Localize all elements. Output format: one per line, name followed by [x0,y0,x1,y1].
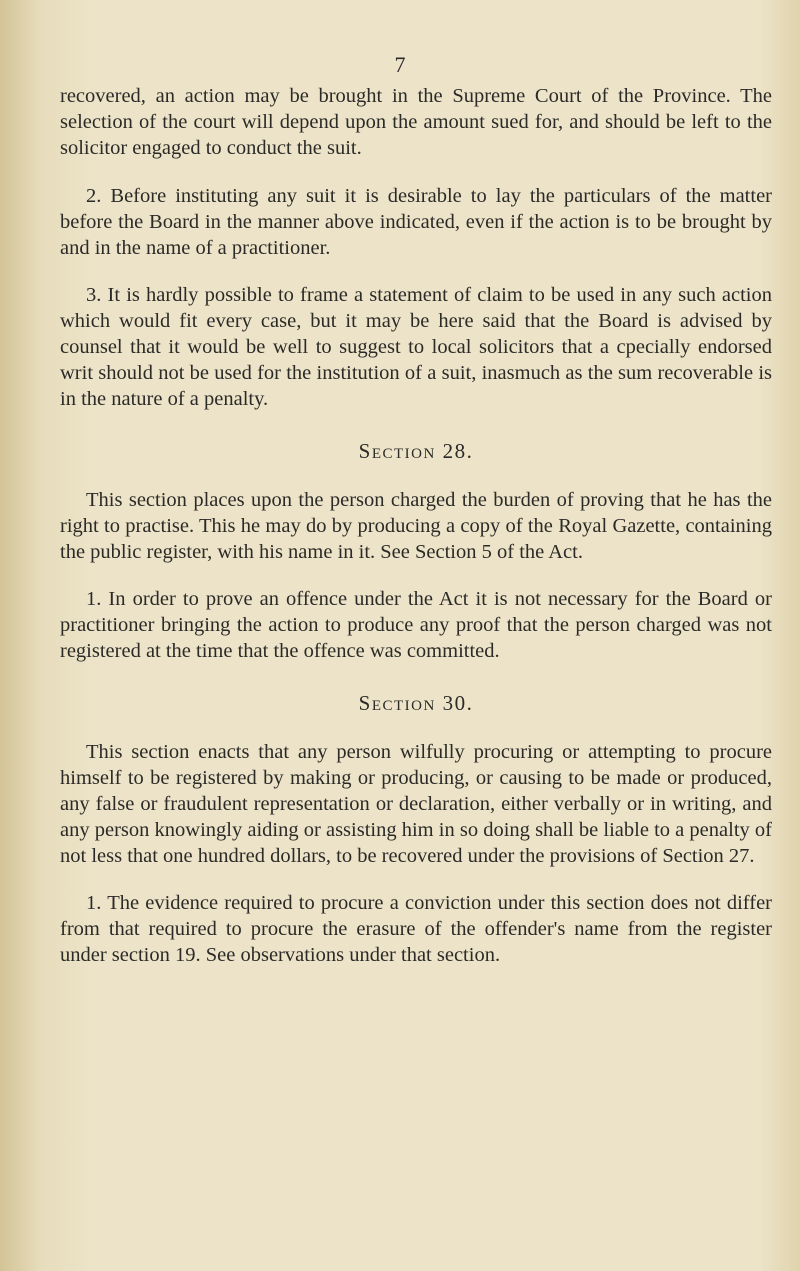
section-30-item-1: 1. The evidence required to procure a conviction under this section does not differ from that required to procure the erasure of the offender's name from the register under section 19. See observations under that section. [60,892,772,966]
page-number: 7 [394,52,406,77]
paragraph-item-3: 3. It is hardly possible to frame a statement of claim to be used in any such action which would fit every case, but it may be here said that the Board is advised by counsel that it would be well to suggest to local solicitors that a cpecially endorsed writ should not be used for the institution of a suit, inasmuch as the sum recoverable is in the nature of a penalty. [60,284,772,410]
paragraph-item-2: 2. Before instituting any suit it is desirable to lay the particulars of the matter before the Board in the manner above indicated, even if the action is to be brought by and in the name of a practitioner. [60,185,772,259]
section-28-paragraph: This section places upon the person charged the burden of proving that he has the right to practise. This he may do by producing a copy of the Royal Gazette, containing the public register, with his name in it. See Section 5 of the Act. [60,489,772,563]
section-30-heading: Section 30. [358,691,474,715]
section-28-heading: Section 28. [358,439,474,463]
section-30-paragraph: This section enacts that any person wilfully procuring or attempting to procure himself to be registered by making or producing, or causing to be made or produced, any false or fraudulent representation or declaration, either verbally or in writing, and any person knowingly aiding or assisting him in so doing shall be liable to a penalty of not less that one hundred dollars, to be recovered under the provisions of Section 27. [60,741,772,867]
page-body [60,83,772,968]
paragraph-continuation: recovered, an action may be brought in the Supreme Court of the Province. The selection of the court will depend upon the amount sued for, and should be left to the solicitor engaged to conduct the suit. [60,85,772,159]
section-28-item-1: 1. In order to prove an offence under the Act it is not necessary for the Board or practitioner bringing the action to produce any proof that the person charged was not registered at the time that the offence was committed. [60,588,772,662]
